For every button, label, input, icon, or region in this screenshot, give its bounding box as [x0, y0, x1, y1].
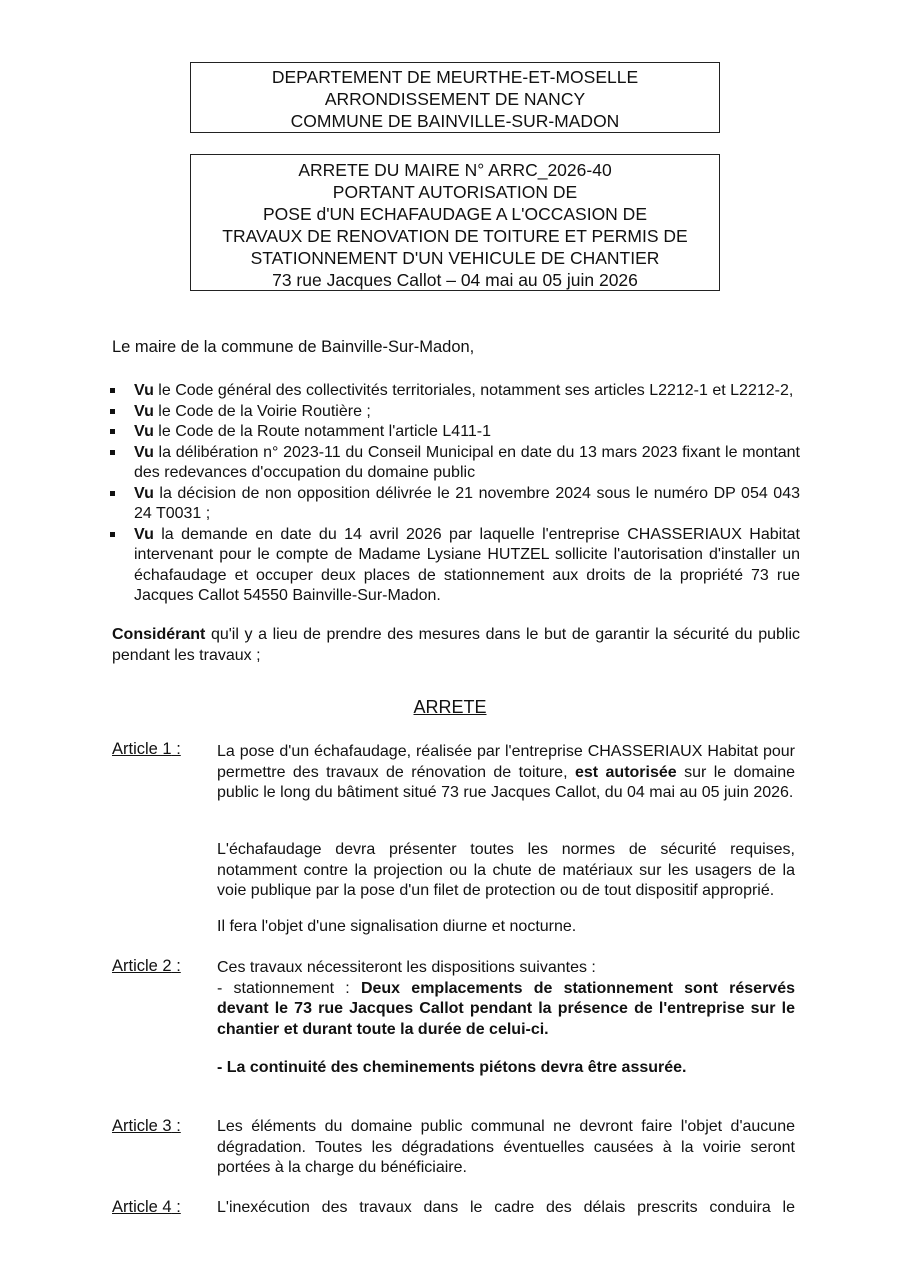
intro-text: Le maire de la commune de Bainville-Sur-Madon, [112, 338, 475, 356]
article-1-paragraph-3: Il fera l'objet d'une signalisation diurne et nocturne. [217, 918, 577, 935]
title-box [190, 154, 720, 291]
commune-line: COMMUNE DE BAINVILLE-SUR-MADON [290, 111, 620, 131]
department-line: DEPARTEMENT DE MEURTHE-ET-MOSELLE [271, 67, 639, 87]
article-1-paragraph-1: La pose d'un échafaudage, réalisée par l'entreprise CHASSERIAUX Habitat pour permettre des travaux de rénovation de toiture, est autorisée sur le domaine public le long du bâtiment situé 73 rue Jacques Callot, du 04 mai au 05 juin 2026. [217, 743, 796, 801]
header-box [190, 62, 720, 133]
arrete-heading: ARRETE [413, 697, 487, 717]
article-3-text: Les éléments du domaine public communal ne devront faire l'objet d'aucune dégradation. Toutes les dégradations éventuelles causées à la voirie seront portées à la charge du bénéficiaire. [217, 1118, 795, 1176]
title-line-5: STATIONNEMENT D'UN VEHICULE DE CHANTIER [250, 248, 660, 268]
visa-item: Vu la demande en date du 14 avril 2026 par laquelle l'entreprise CHASSERIAUX Habitat intervenant pour le compte de Madame Lysiane HUTZEL sollicite l'autorisation d'installer un échafaudage et occuper deux places de stationnement aux droits de la propriété 73 rue Jacques Callot 54550 Bainville-Sur-Madon. [110, 525, 800, 607]
considerant-paragraph [112, 625, 800, 666]
title-line-4: TRAVAUX DE RENOVATION DE TOITURE ET PERMIS DE [222, 226, 688, 246]
article-1-paragraph-2: L'échafaudage devra présenter toutes les normes de sécurité requises, notamment contre la projection ou la chute de matériaux sur les usagers de la voie publique par la pose d'un filet de protection ou de tout dispositif approprié. [217, 841, 795, 899]
title-line-2: PORTANT AUTORISATION DE [332, 182, 578, 202]
article-3-label: Article 3 : [112, 1117, 181, 1135]
title-line-6: 73 rue Jacques Callot – 04 mai au 05 juin 2026 [272, 270, 638, 290]
bullet-icon [110, 450, 115, 455]
article-4-label: Article 4 : [112, 1198, 181, 1216]
visa-item: Vu le Code de la Voirie Routière ; [110, 402, 800, 423]
visa-item: Vu le Code général des collectivités territoriales, notamment ses articles L2212-1 et L2212-2, [110, 381, 800, 402]
visa-item: Vu la délibération n° 2023-11 du Conseil Municipal en date du 13 mars 2023 fixant le montant des redevances d'occupation du domaine public [110, 443, 800, 484]
title-line-1: ARRETE DU MAIRE N° ARRC_2026-40 [298, 160, 612, 180]
arrondissement-line: ARRONDISSEMENT DE NANCY [324, 89, 586, 109]
article-2-label: Article 2 : [112, 957, 181, 975]
article-1-label: Article 1 : [112, 740, 181, 758]
visa-item: Vu la décision de non opposition délivrée le 21 novembre 2024 sous le numéro DP 054 043 24 T0031 ; [110, 484, 800, 525]
considerant-label: Considérant [112, 626, 206, 643]
article-4-text: L'inexécution des travaux dans le cadre des délais prescrits conduira le [217, 1199, 795, 1216]
bullet-icon [110, 429, 115, 434]
title-line-3: POSE d'UN ECHAFAUDAGE A L'OCCASION DE [262, 204, 647, 224]
bullet-icon [110, 409, 115, 414]
bullet-icon [110, 491, 115, 496]
visas-list [110, 381, 800, 607]
article-2-pietons: - La continuité des cheminements piétons devra être assurée. [217, 1059, 687, 1076]
article-2-body [217, 958, 795, 1040]
bullet-icon [110, 388, 115, 393]
article-2-intro: Ces travaux nécessiteront les dispositions suivantes : [217, 959, 596, 976]
visa-item: Vu le Code de la Route notamment l'article L411-1 [110, 422, 800, 443]
article-2-stationnement: - stationnement : Deux emplacements de stationnement sont réservés devant le 73 rue Jacques Callot pendant la présence de l'entreprise sur le chantier et durant toute la durée de celui-ci. [217, 979, 795, 1038]
considerant-text: qu'il y a lieu de prendre des mesures dans le but de garantir la sécurité du public pendant les travaux ; [112, 626, 800, 664]
bullet-icon [110, 532, 115, 537]
